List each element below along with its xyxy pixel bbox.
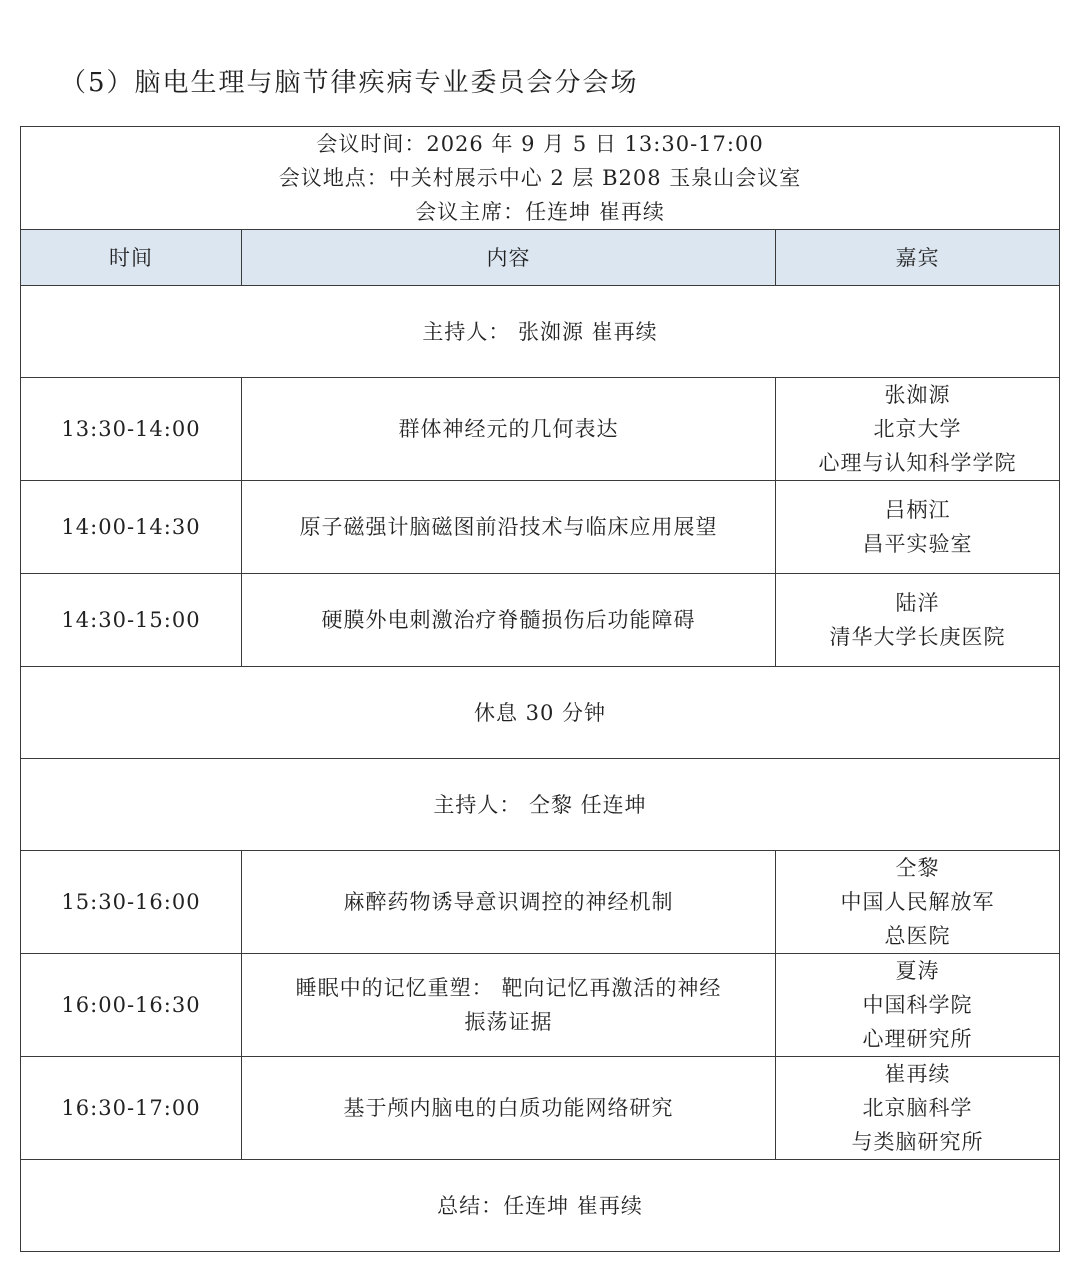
meeting-info-cell bbox=[21, 127, 1060, 230]
meeting-info-row bbox=[21, 127, 1060, 230]
topic-line: 振荡证据 bbox=[464, 1010, 553, 1034]
break-row bbox=[21, 667, 1060, 759]
topic-line: 原子磁强计脑磁图前沿技术与临床应用展望 bbox=[299, 515, 718, 539]
session-topic bbox=[242, 378, 776, 481]
session-topic bbox=[242, 574, 776, 667]
guest-affiliation: 清华大学长庚医院 bbox=[829, 625, 1006, 649]
meeting-location: 会议地点：中关村展示中心 2 层 B208 玉泉山会议室 bbox=[278, 166, 802, 190]
session-time: 13:30-14:00 bbox=[21, 378, 242, 481]
session-guest bbox=[776, 851, 1060, 954]
guest-affiliation: 心理与认知科学学院 bbox=[818, 451, 1017, 475]
session-guest bbox=[776, 954, 1060, 1057]
session-guest bbox=[776, 574, 1060, 667]
topic-line: 群体神经元的几何表达 bbox=[398, 417, 619, 441]
guest-name: 夏涛 bbox=[895, 959, 940, 983]
table-row bbox=[21, 378, 1060, 481]
table-row bbox=[21, 954, 1060, 1057]
session-topic bbox=[242, 481, 776, 574]
guest-affiliation: 与类脑研究所 bbox=[851, 1130, 984, 1154]
guest-affiliation: 心理研究所 bbox=[862, 1027, 973, 1051]
agenda-table bbox=[20, 126, 1060, 1252]
summary-text: 总结：任连坤 崔再续 bbox=[21, 1160, 1060, 1252]
break-text: 休息 30 分钟 bbox=[21, 667, 1060, 759]
meeting-chair: 会议主席：任连坤 崔再续 bbox=[415, 200, 665, 224]
session-time: 16:00-16:30 bbox=[21, 954, 242, 1057]
guest-name: 张洳源 bbox=[884, 383, 951, 407]
table-row bbox=[21, 481, 1060, 574]
guest-affiliation: 中国人民解放军 bbox=[840, 890, 995, 914]
guest-affiliation: 昌平实验室 bbox=[862, 532, 973, 556]
guest-affiliation: 总医院 bbox=[884, 924, 951, 948]
host-row-2 bbox=[21, 759, 1060, 851]
guest-affiliation: 北京脑科学 bbox=[862, 1096, 973, 1120]
section-title: （5）脑电生理与脑节律疾病专业委员会分会场 bbox=[60, 68, 639, 98]
topic-line: 麻醉药物诱导意识调控的神经机制 bbox=[343, 890, 674, 914]
guest-name: 陆洋 bbox=[895, 591, 940, 615]
session-guest bbox=[776, 481, 1060, 574]
host-2: 主持人： 仝黎 任连坤 bbox=[21, 759, 1060, 851]
table-row bbox=[21, 851, 1060, 954]
guest-affiliation: 中国科学院 bbox=[862, 993, 973, 1017]
session-topic bbox=[242, 851, 776, 954]
session-time: 14:00-14:30 bbox=[21, 481, 242, 574]
guest-name: 仝黎 bbox=[895, 856, 940, 880]
session-time: 14:30-15:00 bbox=[21, 574, 242, 667]
guest-name: 吕柄江 bbox=[884, 498, 951, 522]
header-time: 时间 bbox=[21, 230, 242, 286]
header-guest: 嘉宾 bbox=[776, 230, 1060, 286]
host-row-1 bbox=[21, 286, 1060, 378]
topic-line: 基于颅内脑电的白质功能网络研究 bbox=[343, 1096, 674, 1120]
summary-row bbox=[21, 1160, 1060, 1252]
session-guest bbox=[776, 378, 1060, 481]
table-header-row bbox=[21, 230, 1060, 286]
topic-line: 硬膜外电刺激治疗脊髓损伤后功能障碍 bbox=[321, 608, 696, 632]
session-topic bbox=[242, 954, 776, 1057]
meeting-time: 会议时间：2026 年 9 月 5 日 13:30-17:00 bbox=[316, 132, 764, 156]
table-row bbox=[21, 574, 1060, 667]
topic-line: 睡眠中的记忆重塑： 靶向记忆再激活的神经 bbox=[295, 976, 722, 1000]
guest-affiliation: 北京大学 bbox=[873, 417, 962, 441]
table-row bbox=[21, 1057, 1060, 1160]
header-content: 内容 bbox=[242, 230, 776, 286]
guest-name: 崔再续 bbox=[884, 1062, 951, 1086]
session-time: 16:30-17:00 bbox=[21, 1057, 242, 1160]
session-time: 15:30-16:00 bbox=[21, 851, 242, 954]
session-guest bbox=[776, 1057, 1060, 1160]
session-topic bbox=[242, 1057, 776, 1160]
host-1: 主持人： 张洳源 崔再续 bbox=[21, 286, 1060, 378]
